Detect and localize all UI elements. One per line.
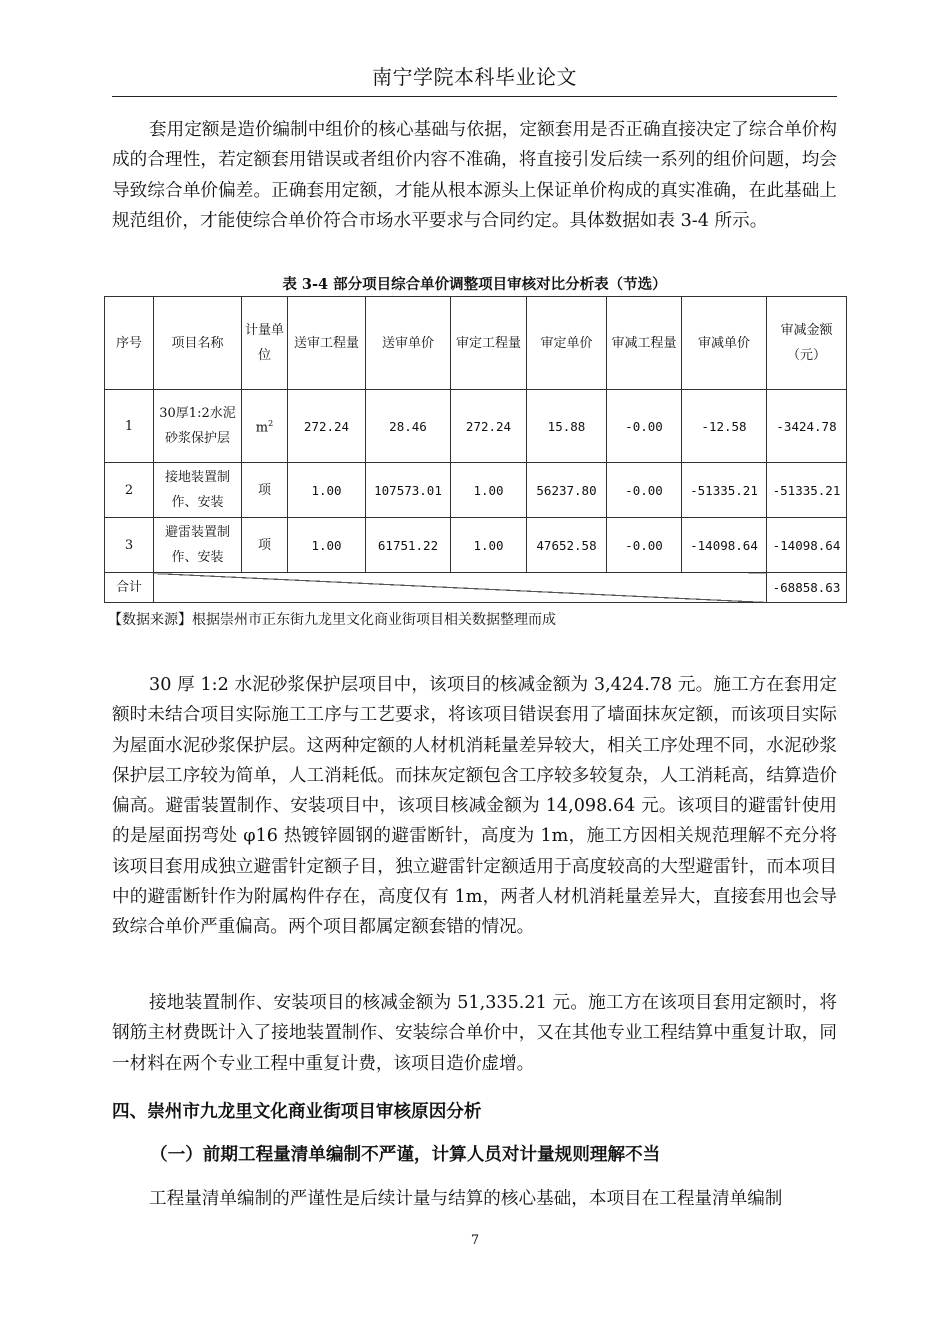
page-header: 南宁学院本科毕业论文 — [112, 58, 837, 97]
header-submitted-price: 送审单价 — [366, 297, 451, 390]
unit-superscript: 2 — [268, 419, 274, 429]
cell-seq: 1 — [105, 390, 154, 463]
cell-reduced-qty: -0.00 — [607, 463, 682, 518]
comparison-table — [104, 296, 847, 603]
cell-approved-qty: 1.00 — [451, 463, 527, 518]
cell-approved-qty: 272.24 — [451, 390, 527, 463]
cell-reduced-amount: -14098.64 — [767, 518, 847, 573]
cell-submitted-price: 28.46 — [366, 390, 451, 463]
cell-name: 30厚1:2水泥砂浆保护层 — [154, 390, 242, 463]
body-paragraph-3: 接地装置制作、安装项目的核减金额为 51,335.21 元。施工方在该项目套用定额时，将钢筋主材费既计入了接地装置制作、安装综合单价中，又在其他专业工程结算中重复计取，同一材料在两个专业工程中重复计费，该项目造价虚增。 — [112, 993, 837, 1074]
cell-submitted-qty: 272.24 — [288, 390, 366, 463]
table-total-row — [105, 573, 847, 603]
unit-text: m — [255, 420, 269, 436]
body-paragraph-2: 30 厚 1:2 水泥砂浆保护层项目中，该项目的核减金额为 3,424.78 元。施工方在套用定额时未结合项目实际施工工序与工艺要求，将该项目错误套用了墙面抹灰定额，而该项目实际为屋面水泥砂浆保护层。这两种定额的人材机消耗量差异较大，相关工序处理不同，水泥砂浆保护层工序较为简单，人工消耗低。而抹灰定额包含工序较多较复杂，人工消耗高，结算造价偏高。避雷装置制作、安装项目中，该项目核减金额为 14,098.64 元。该项目的避雷针使用的是屋面拐弯处 φ16 热镀锌圆钢的避雷断针，高度为 1m，施工方因相关规范理解不充分将该项目套用成独立避雷针定额子目，独立避雷针定额适用于高度较高的大型避雷针，而本项目中的避雷断针作为附属构件存在，高度仅有 1m，两者人材机消耗量差异大，直接套用也会导致综合单价严重偏高。两个项目都属定额套错的情况。 — [112, 675, 837, 938]
header-reduced-amount: 审减金额（元） — [767, 297, 847, 390]
cell-approved-price: 47652.58 — [527, 518, 607, 573]
cell-approved-price: 15.88 — [527, 390, 607, 463]
total-label: 合计 — [105, 573, 154, 603]
cell-submitted-qty: 1.00 — [288, 518, 366, 573]
total-diagonal-cell — [154, 573, 767, 603]
cell-unit — [242, 390, 288, 463]
table-caption: 表 3-4 部分项目综合单价调整项目审核对比分析表（节选） — [282, 276, 667, 293]
cell-reduced-price: -51335.21 — [682, 463, 767, 518]
table-row — [105, 518, 847, 573]
cell-unit: 项 — [242, 463, 288, 518]
cell-reduced-qty: -0.00 — [607, 518, 682, 573]
cell-submitted-price: 107573.01 — [366, 463, 451, 518]
cell-name: 避雷装置制作、安装 — [154, 518, 242, 573]
cell-reduced-qty: -0.00 — [607, 390, 682, 463]
cell-reduced-amount: -51335.21 — [767, 463, 847, 518]
header-approved-price: 审定单价 — [527, 297, 607, 390]
header-submitted-qty: 送审工程量 — [288, 297, 366, 390]
header-reduced-qty: 审减工程量 — [607, 297, 682, 390]
table-row — [105, 463, 847, 518]
header-approved-qty: 审定工程量 — [451, 297, 527, 390]
header-seq: 序号 — [105, 297, 154, 390]
body-paragraph-4: 工程量清单编制的严谨性是后续计量与结算的核心基础，本项目在工程量清单编制 — [149, 1189, 783, 1209]
page-number: 7 — [470, 1233, 480, 1248]
subsection-heading: （一）前期工程量清单编制不严谨，计算人员对计量规则理解不当 — [150, 1144, 661, 1165]
cell-approved-price: 56237.80 — [527, 463, 607, 518]
section-heading: 四、崇州市九龙里文化商业街项目审核原因分析 — [112, 1101, 482, 1122]
total-amount: -68858.63 — [767, 573, 847, 603]
table-header-row — [105, 297, 847, 390]
cell-approved-qty: 1.00 — [451, 518, 527, 573]
cell-seq: 3 — [105, 518, 154, 573]
cell-submitted-qty: 1.00 — [288, 463, 366, 518]
cell-reduced-price: -14098.64 — [682, 518, 767, 573]
header-name: 项目名称 — [154, 297, 242, 390]
header-reduced-price: 审减单价 — [682, 297, 767, 390]
cell-submitted-price: 61751.22 — [366, 518, 451, 573]
body-paragraph-1: 套用定额是造价编制中组价的核心基础与依据，定额套用是否正确直接决定了综合单价构成的合理性，若定额套用错误或者组价内容不准确，将直接引发后续一系列的组价问题，均会导致综合单价偏差。正确套用定额，才能从根本源头上保证单价构成的真实准确，在此基础上规范组价，才能使综合单价符合市场水平要求与合同约定。具体数据如表 3-4 所示。 — [112, 120, 837, 231]
cell-reduced-price: -12.58 — [682, 390, 767, 463]
table-source-note: 【数据来源】根据崇州市正东街九龙里文化商业街项目相关数据整理而成 — [108, 612, 556, 628]
cell-reduced-amount: -3424.78 — [767, 390, 847, 463]
cell-unit: 项 — [242, 518, 288, 573]
header-unit: 计量单位 — [242, 297, 288, 390]
table-row — [105, 390, 847, 463]
cell-seq: 2 — [105, 463, 154, 518]
cell-name: 接地装置制作、安装 — [154, 463, 242, 518]
